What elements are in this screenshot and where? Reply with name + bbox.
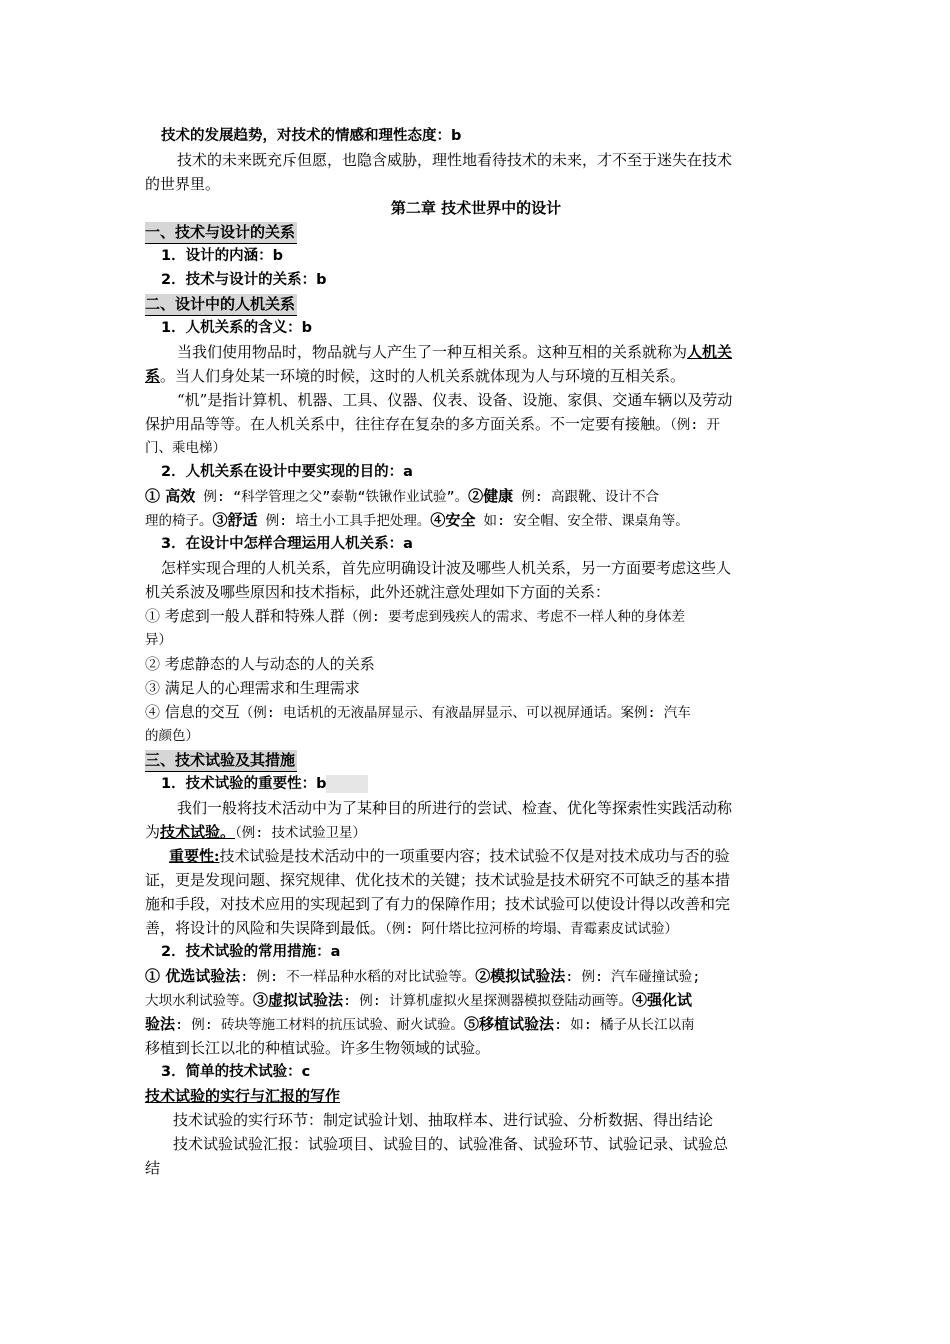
list-item: ③ 满足人的心理需求和生理需求 [145,679,360,697]
method-transplant: ⑤移植试验法 [464,1015,555,1033]
text: 技术试验是技术活动中的一项重要内容；技术试验不仅是对技术成功与否的验 [219,847,730,865]
paragraph: 怎样实现合理的人机关系，首先应明确设计波及哪些人机关系，另一方面要考虑这些人 [161,559,732,577]
subheading: 3．在设计中怎样合理运用人机关系：a [161,536,413,552]
text: 为 [145,823,161,841]
list-item [145,604,807,628]
example: （例: 阿什塔比拉河桥的垮塌、青霉素皮试试验） [385,921,679,937]
example: （例: 开 [670,417,721,433]
paragraph: 技术试验试验汇报：试验项目、试验目的、试验准备、试验环节、试验记录、试验总 [173,1135,729,1153]
method-line [145,1012,807,1036]
example: （例: 要考虑到残疾人的需求、考虑不一样人种的身体差 [344,609,686,625]
paragraph: 的世界里。 [145,175,221,193]
text: 1．技术试验的重要性：b [161,776,327,792]
paragraph [145,916,807,940]
paragraph [145,820,807,844]
text: 当我们使用物品时，物品就与人产生了一种互相关系。这种互相的关系就称为 [177,343,688,361]
section-heading-3 [145,748,807,772]
list-item: ② 考虑静态的人与动态的人的关系 [145,655,375,673]
section-heading-1 [145,220,807,244]
subsection-heading [145,1084,807,1108]
paragraph [145,340,807,364]
text: 。当人们身处某一环境的时候，这时的人机关系就体现为人与环境的互相关系。 [160,367,686,385]
method-strengthen: 验法 [145,1015,176,1033]
paragraph [145,364,807,388]
shade-mark [326,775,368,793]
subheading: 1．人机关系的含义：b [161,320,312,336]
text: 保护用品等等。在人机关系中，往往存在复杂的多方面关系。不一定要有接触。 [145,415,671,433]
text: ① 考虑到一般人群和特殊人群 [145,607,345,625]
example: 例: 高跟靴、设计不合 [513,489,660,505]
paragraph: 施和手段，对技术应用的实现起到了有力的保障作用；技术试验可以使设计得以改善和完 [145,895,731,913]
method-line [145,988,807,1012]
goal-efficient: ① 高效 [145,487,196,505]
example: 的颜色） [145,728,199,744]
method-virtual: ③虚拟试验法 [253,991,344,1009]
paragraph [145,412,807,436]
paragraph: 结 [145,1159,161,1177]
term-human-machine: 人机关 [687,343,733,361]
paragraph: 证，更是发现问题、探究规律、优化技术的关键；技术试验是技术研究不可缺乏的基本措 [145,871,731,889]
method-strengthen: ④强化试 [632,991,693,1009]
subheading: 2．技术试验的常用措施：a [161,944,341,960]
paragraph: 机关系波及哪些原因和技术指标，此外还就注意处理如下方面的关系： [145,583,611,601]
example: 例: “科学管理之父”泰勒“铁锹作业试验”。 [195,489,469,505]
method-simulate: ②模拟试验法 [475,967,566,985]
list-item [145,700,807,724]
example: 理的椅子。 [145,513,213,529]
example: : 如: 橘子从长江以南 [554,1017,695,1033]
subheading: 1．设计的内涵：b [161,248,283,264]
example: 大坝水利试验等。 [145,993,253,1009]
chapter-title: 第二章 技术世界中的设计 [390,199,562,217]
example: : 例: 不一样品种水稻的对比试验等。 [240,969,476,985]
heading-tech-trend: 技术的发展趋势，对技术的情感和理性态度：b [161,128,462,144]
example: : 例: 砖块等施工材料的抗压试验、耐火试验。 [175,1017,465,1033]
example: : 例: 汽车碰撞试验; [565,969,701,985]
section-label: 三、技术试验及其措施 [145,750,297,772]
subheading: 2．技术与设计的关系：b [161,272,327,288]
paragraph: “机”是指计算机、机器、工具、仪器、仪表、设备、设施、家俱、交通车辆以及劳动 [177,391,733,409]
method-line: 移植到长江以北的种植试验。许多生物领域的试验。 [145,1039,491,1057]
section-label: 一、技术与设计的关系 [145,222,297,244]
text: ④ 信息的交互 [145,703,240,721]
paragraph [145,844,807,868]
term-human-machine: 系 [145,367,161,385]
goal-comfort: ③舒适 [212,511,258,529]
subheading [145,772,807,796]
label-importance: 重要性: [169,847,220,865]
section-heading-2 [145,292,807,316]
method-line [145,964,807,988]
section-label: 二、设计中的人机关系 [145,294,297,316]
example: : 例: 计算机虚拟火星探测器模拟登陆动画等。 [343,993,633,1009]
paragraph: 技术的未来既充斥但愿，也隐含威胁，理性地看待技术的未来，才不至于迷失在技术 [177,151,733,169]
example: 门、乘电梯） [145,440,226,456]
example: 异） [145,632,172,648]
paragraph: 技术试验的实行环节：制定试验计划、抽取样本、进行试验、分析数据、得出结论 [173,1111,714,1129]
goal-health: ②健康 [468,487,514,505]
text: 善，将设计的风险和失误降到最低。 [145,919,386,937]
goal-safety: ④安全 [430,511,476,529]
subheading: 3．简单的技术试验：c [161,1064,311,1080]
paragraph: 我们一般将技术活动中为了某种目的所进行的尝试、检查、优化等探索性实践活动称 [177,799,733,817]
goal-line [145,508,807,532]
subheading: 2．人机关系在设计中要实现的目的：a [161,464,413,480]
term-tech-test: 技术试验。 [160,823,236,841]
document-page [145,124,807,1180]
example: （例: 技术试验卫星） [235,825,367,841]
subsection-label: 技术试验的实行与汇报的写作 [145,1087,341,1105]
example: （例: 电话机的无液晶屏显示、有液晶屏显示、可以视屏通话。案例: 汽车 [239,705,691,721]
example: 例: 培土小工具手把处理。 [257,513,431,529]
goal-line [145,484,807,508]
example: 如: 安全帽、安全带、课桌角等。 [475,513,689,529]
method-optimize: ① 优选试验法 [145,967,241,985]
